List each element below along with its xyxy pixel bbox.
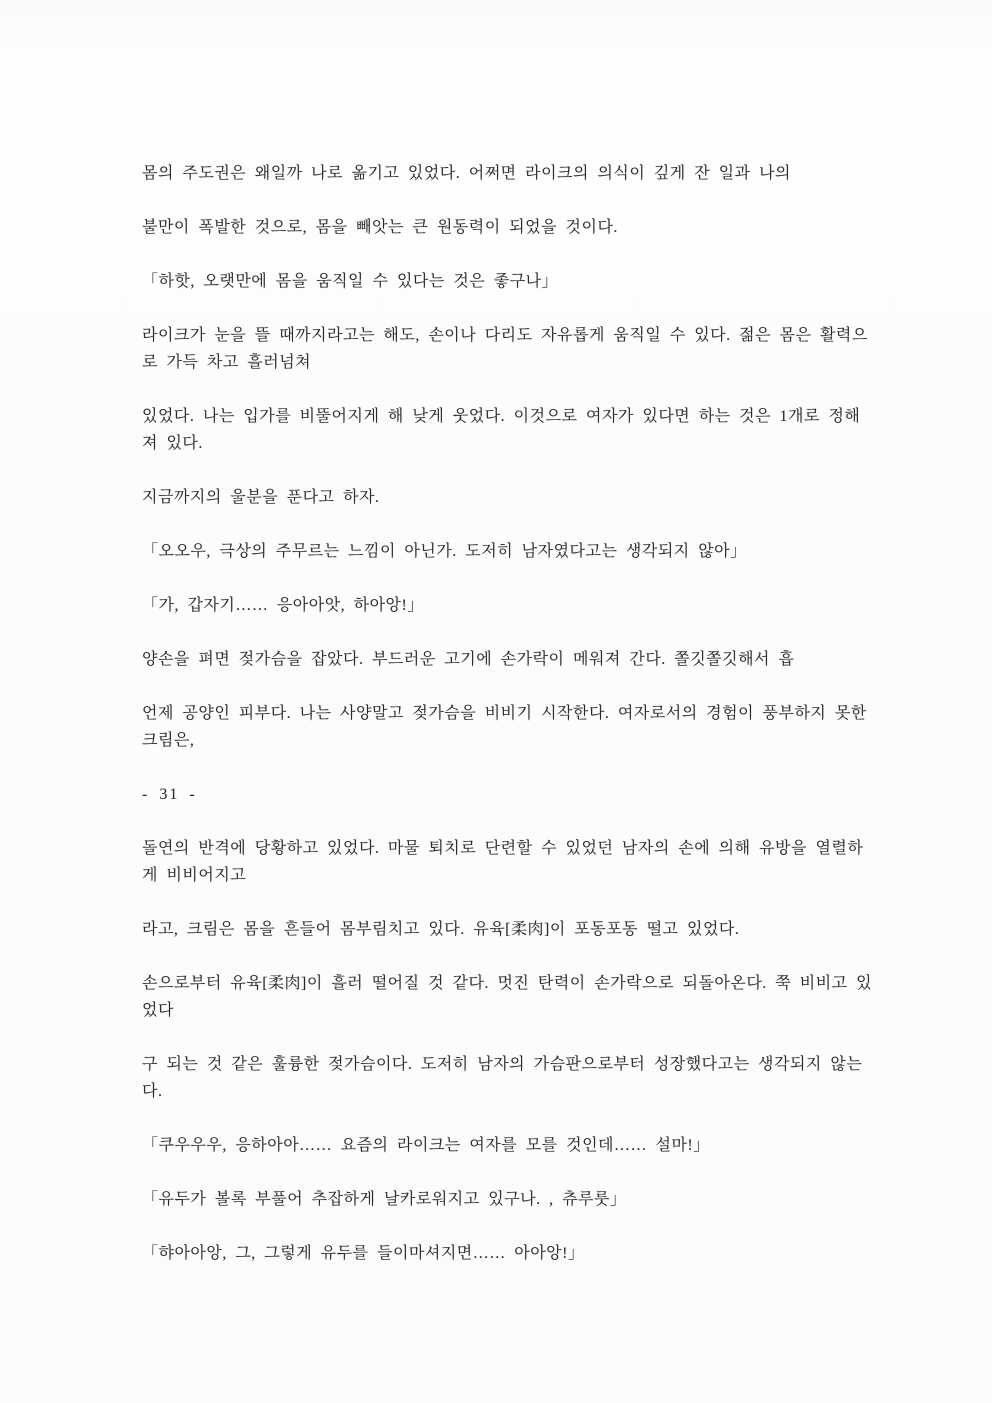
paragraph: 「가, 갑자기…… 응아아앗, 하아앙!」 — [142, 597, 424, 614]
paragraph: 손으로부터 유육[柔肉]이 흘러 떨어질 것 같다. 멋진 탄력이 손가락으로 되돌아온다. 쭉 비비고 있었다 — [142, 975, 873, 1019]
paragraph: 양손을 펴면 젖가슴을 잡았다. 부드러운 고기에 손가락이 메워져 간다. 쫄깃쫄깃해서 흡 — [142, 651, 795, 668]
paragraph: 「오오우, 극상의 주무르는 느낌이 아닌가. 도저히 남자였다고는 생각되지 않아」 — [142, 543, 747, 560]
paragraph: 몸의 주도권은 왜일까 나로 옮기고 있었다. 어쩌면 라이크의 의식이 깊게 잔 일과 나의 — [142, 165, 792, 182]
paragraph: 지금까지의 울분을 푼다고 하자. — [142, 489, 380, 506]
paragraph: 불만이 폭발한 것으로, 몸을 빼앗는 큰 원동력이 되었을 것이다. — [142, 219, 618, 236]
paragraph: 있었다. 나는 입가를 비뚤어지게 해 낮게 웃었다. 이것으로 여자가 있다면 하는 것은 1개로 정해져 있다. — [142, 408, 861, 452]
paragraph: 「쿠우우우, 응하아아…… 요즘의 라이크는 여자를 모를 것인데…… 설마!」 — [142, 1137, 710, 1154]
paragraph: 구 되는 것 같은 훌륭한 젖가슴이다. 도저히 남자의 가슴판으로부터 성장했다고는 생각되지 않는다. — [142, 1056, 863, 1100]
paragraph: 돌연의 반격에 당황하고 있었다. 마물 퇴치로 단련할 수 있었던 남자의 손에 의해 유방을 열렬하게 비비어지고 — [142, 840, 864, 884]
paragraph: 라이크가 눈을 뜰 때까지라고는 해도, 손이나 다리도 자유롭게 움직일 수 있다. 젊은 몸은 활력으로 가득 차고 흘러넘쳐 — [142, 327, 868, 371]
paragraph: 「햐아아앙, 그, 그렇게 유두를 들이마셔지면…… 아아앙!」 — [142, 1245, 585, 1262]
text-content — [142, 160, 876, 1267]
paragraph: 언제 공양인 피부다. 나는 사양말고 젖가슴을 비비기 시작한다. 여자로서의 경험이 풍부하지 못한 크림은, — [142, 705, 867, 749]
paragraph: 라고, 크림은 몸을 흔들어 몸부림치고 있다. 유육[柔肉]이 포동포동 떨고 있었다. — [142, 921, 740, 938]
page-number-label: - 31 - — [142, 786, 197, 803]
paragraph: 「하핫, 오랫만에 몸을 움직일 수 있다는 것은 좋구나」 — [142, 273, 559, 290]
paragraph: 「유두가 볼록 부풀어 추잡하게 날카로워지고 있구나. , 츄루룻」 — [142, 1191, 627, 1208]
